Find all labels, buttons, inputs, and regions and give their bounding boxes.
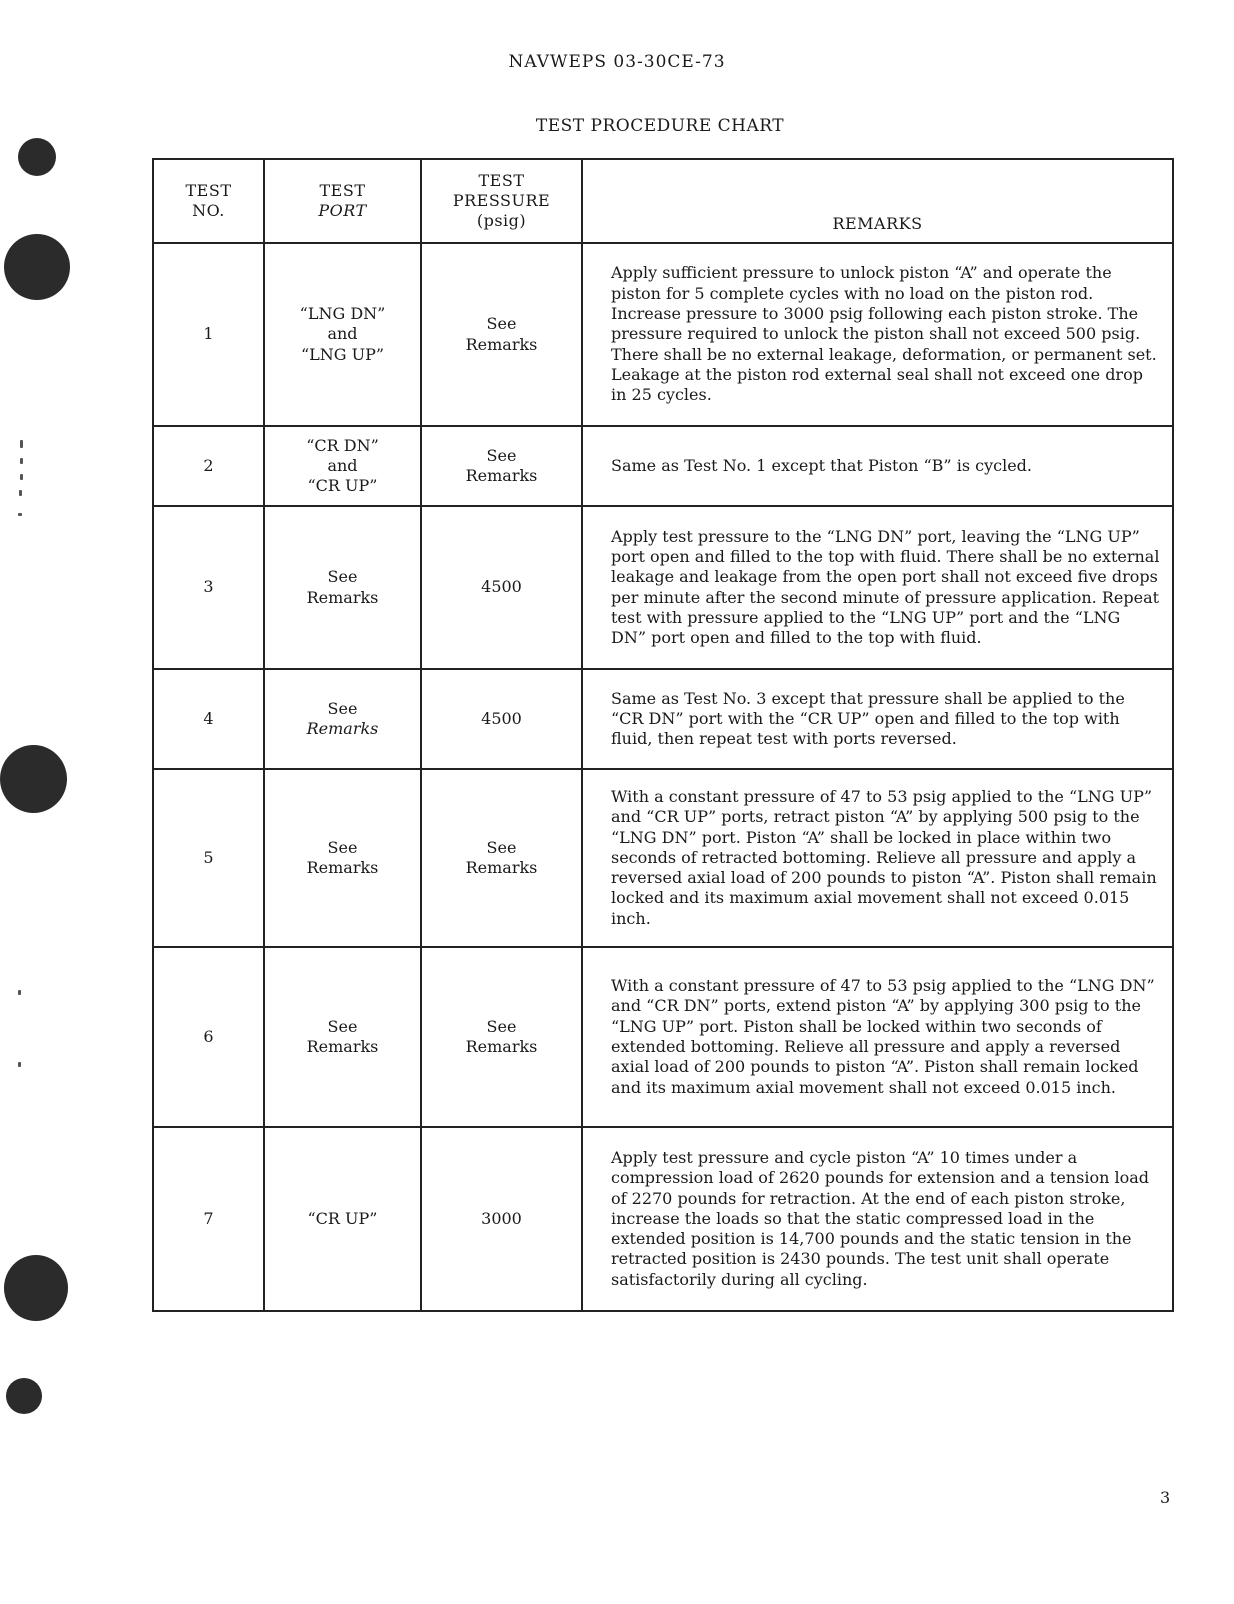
table-row xyxy=(153,947,1173,1127)
remarks-cell: With a constant pressure of 47 to 53 psig applied to the “LNG DN” and “CR DN” ports, extend piston “A” by applying 300 psig to the “LNG UP” port. Piston shall be locked within two seconds of extended bottoming. Relieve all pressure and apply a reversed axial load of 200 pounds to piston “A”. Piston shall remain locked and its maximum axial movement shall not exceed 0.015 inch. xyxy=(582,947,1173,1127)
binder-hole xyxy=(18,138,56,176)
pressure-line: 4500 xyxy=(481,577,522,597)
binder-hole xyxy=(4,234,70,300)
port-cell xyxy=(264,426,421,506)
remarks-cell: Same as Test No. 1 except that Piston “B” is cycled. xyxy=(582,426,1173,506)
header-test-pressure xyxy=(421,159,582,243)
pressure-cell xyxy=(421,947,582,1127)
port-cell xyxy=(264,243,421,426)
port-line: See xyxy=(327,698,358,718)
pressure-line: Remarks xyxy=(465,1037,538,1056)
pressure-cell xyxy=(421,243,582,426)
pressure-line: Remarks xyxy=(465,858,538,877)
table-row xyxy=(153,1127,1173,1311)
speck xyxy=(20,458,23,464)
port-line: See xyxy=(327,567,358,587)
page-number: 3 xyxy=(1160,1488,1171,1507)
speck xyxy=(20,474,23,480)
binder-hole xyxy=(0,745,67,813)
header-test-no-line: NO. xyxy=(192,201,225,220)
pressure-cell xyxy=(421,1127,582,1311)
pressure-line: See xyxy=(486,837,517,857)
port-line: “CR UP” xyxy=(307,476,378,496)
port-cell xyxy=(264,506,421,669)
pressure-cell xyxy=(421,506,582,669)
remarks-cell: With a constant pressure of 47 to 53 psig applied to the “LNG UP” and “CR UP” ports, retract piston “A” by applying 500 psig to the “LNG DN” port. Piston “A” shall be locked in place within two seconds of retracted bottoming. Relieve all pressure and apply a reversed axial load of 200 pounds to piston “A”. Piston shall remain locked and its maximum axial movement shall not exceed 0.015 inch. xyxy=(582,769,1173,947)
speck xyxy=(18,513,22,516)
port-line: and xyxy=(327,455,358,475)
remarks-cell: Apply test pressure to the “LNG DN” port, leaving the “LNG UP” port open and filled to the top with fluid. There shall be no external leakage and leakage from the open port shall not exceed five drops per minute after the second minute of pressure application. Repeat test with pressure applied to the “LNG UP” port and the “LNG DN” port open and filled to the top with fluid. xyxy=(582,506,1173,669)
test-no-cell: 2 xyxy=(153,426,264,506)
speck xyxy=(18,1062,21,1067)
header-test-pressure-line: PRESSURE xyxy=(452,190,551,210)
port-line: “CR UP” xyxy=(307,1208,378,1228)
header-remarks: REMARKS xyxy=(582,159,1173,243)
table-row xyxy=(153,769,1173,947)
table-row xyxy=(153,426,1173,506)
port-line: “CR DN” xyxy=(306,435,379,455)
header-test-port-line: TEST xyxy=(319,180,366,200)
document-number: NAVWEPS 03-30CE-73 xyxy=(508,52,726,72)
speck xyxy=(18,990,21,995)
port-line: “LNG DN” xyxy=(299,304,386,324)
pressure-cell xyxy=(421,426,582,506)
speck xyxy=(19,490,22,496)
port-cell xyxy=(264,769,421,947)
port-line: and xyxy=(327,324,358,344)
port-line: “LNG UP” xyxy=(300,344,385,364)
remarks-cell: Same as Test No. 3 except that pressure shall be applied to the “CR DN” port with the “CR UP” open and filled to the top with fluid, then repeat test with ports reversed. xyxy=(582,669,1173,769)
port-line: See xyxy=(327,1016,358,1036)
chart-title: TEST PROCEDURE CHART xyxy=(535,116,785,136)
port-cell xyxy=(264,669,421,769)
test-no-cell: 4 xyxy=(153,669,264,769)
test-procedure-table xyxy=(152,158,1174,1312)
pressure-cell xyxy=(421,769,582,947)
header-row xyxy=(153,159,1173,243)
pressure-line: 4500 xyxy=(481,708,522,728)
header-test-port xyxy=(264,159,421,243)
pressure-cell xyxy=(421,669,582,769)
table-row xyxy=(153,243,1173,426)
pressure-line: See xyxy=(486,445,517,465)
header-test-pressure-line: (psig) xyxy=(476,211,527,231)
binder-hole xyxy=(4,1255,68,1321)
pressure-line: 3000 xyxy=(481,1208,522,1228)
port-line: Remarks xyxy=(306,719,379,738)
header-test-pressure-line: TEST xyxy=(478,170,525,190)
pressure-line: Remarks xyxy=(465,334,538,354)
remarks-cell: Apply sufficient pressure to unlock piston “A” and operate the piston for 5 complete cycles with no load on the piston rod. Increase pressure to 3000 psig following each piston stroke. The pressure required to unlock the piston shall not exceed 500 psig. There shall be no external leakage, deformation, or permanent set. Leakage at the piston rod external seal shall not exceed one drop in 25 cycles. xyxy=(582,243,1173,426)
port-cell xyxy=(264,947,421,1127)
header-test-port-line: PORT xyxy=(318,201,367,220)
port-cell xyxy=(264,1127,421,1311)
port-line: See xyxy=(327,837,358,857)
pressure-line: See xyxy=(486,1016,517,1036)
port-line: Remarks xyxy=(306,1037,379,1056)
test-no-cell: 5 xyxy=(153,769,264,947)
remarks-cell: Apply test pressure and cycle piston “A” 10 times under a compression load of 2620 pounds for extension and a tension load of 2270 pounds for retraction. At the end of each piston stroke, increase the loads so that the static compressed load in the extended position is 14,700 pounds and the static tension in the retracted position is 2430 pounds. The test unit shall operate satisfactorily during all cycling. xyxy=(582,1127,1173,1311)
speck xyxy=(20,440,23,448)
test-no-cell: 3 xyxy=(153,506,264,669)
test-no-cell: 7 xyxy=(153,1127,264,1311)
table-row xyxy=(153,669,1173,769)
binder-hole xyxy=(6,1378,42,1414)
pressure-line: See xyxy=(486,314,517,334)
header-test-no xyxy=(153,159,264,243)
header-test-no-line: TEST xyxy=(185,180,232,200)
pressure-line: Remarks xyxy=(465,466,538,485)
port-line: Remarks xyxy=(306,858,379,877)
port-line: Remarks xyxy=(306,587,379,607)
test-no-cell: 6 xyxy=(153,947,264,1127)
test-no-cell: 1 xyxy=(153,243,264,426)
table-row xyxy=(153,506,1173,669)
